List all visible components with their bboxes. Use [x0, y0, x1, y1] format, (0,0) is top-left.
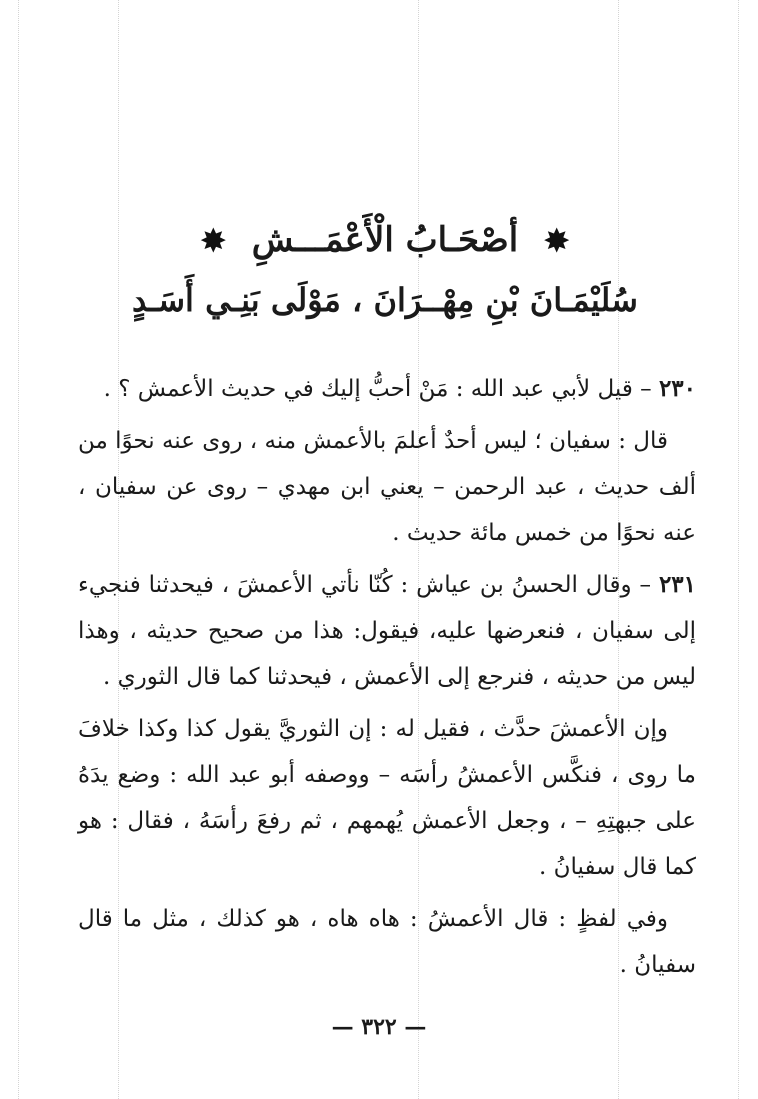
ornament-star-icon: ✸: [544, 224, 570, 259]
entry-number: ٢٣٠: [658, 375, 696, 402]
ornament-star-icon: ✸: [200, 224, 226, 259]
paragraph-text: وإن الأعمشَ حدَّث ، فقيل له : إن الثوريَّ يقول كذا وكذا خلافَ ما روى ، فنكَّس الأعمشُ رأسَه – ووصفه أبو عبد الله : وضع يدَهُ على جبهتِهِ – ، وجعل الأعمش يُهمهم ، ثم رفعَ رأسَهُ ، فقال : هو كما قال سفيانُ .: [78, 716, 696, 880]
scan-guide-line: [18, 0, 19, 1099]
paragraph: [78, 418, 696, 556]
section-subtitle: سُلَيْمَـانَ بْنِ مِهْــرَانَ ، مَوْلَى بَنِـي أَسَـدٍ: [132, 281, 638, 319]
section-title-text: أصْحَـابُ الْأَعْمَـــشِ: [251, 220, 519, 260]
body-text: [78, 366, 696, 994]
paragraph-text: – قيل لأبي عبد الله : مَنْ أحبُّ إليك في حديث الأعمش ؟ .: [103, 376, 659, 402]
paragraph-text: وفي لفظٍ : قال الأعمشُ : هاه هاه ، هو كذلك ، مثل ما قال سفيانُ .: [78, 906, 696, 978]
paragraph-230: [78, 366, 696, 412]
paragraph-text: قال : سفيان ؛ ليس أحدٌ أعلمَ بالأعمش منه ، روى عنه نحوًا من ألف حديث ، عبد الرحمن – يعني ابن مهدي – روى عن سفيان ، عنه نحوًا من خمس مائة حديث .: [78, 428, 696, 546]
section-title: [80, 212, 690, 270]
scan-guide-line: [738, 0, 739, 1099]
paragraph: [78, 896, 696, 988]
page-number: — ٣٢٢ —: [331, 1014, 427, 1040]
paragraph: [78, 706, 696, 890]
paragraph-text: – وقال الحسنُ بن عياش : كُنّا نأتي الأعمشَ ، فيحدثنا فنجيء إلى سفيان ، فنعرضها عليه، فيقول: هذا من صحيح حديثه ، وهذا ليس من حديثه ، فنرجع إلى الأعمش ، فيحدثنا كما قال الثوري .: [78, 572, 696, 690]
paragraph-231: [78, 562, 696, 700]
entry-number: ٢٣١: [658, 571, 696, 598]
